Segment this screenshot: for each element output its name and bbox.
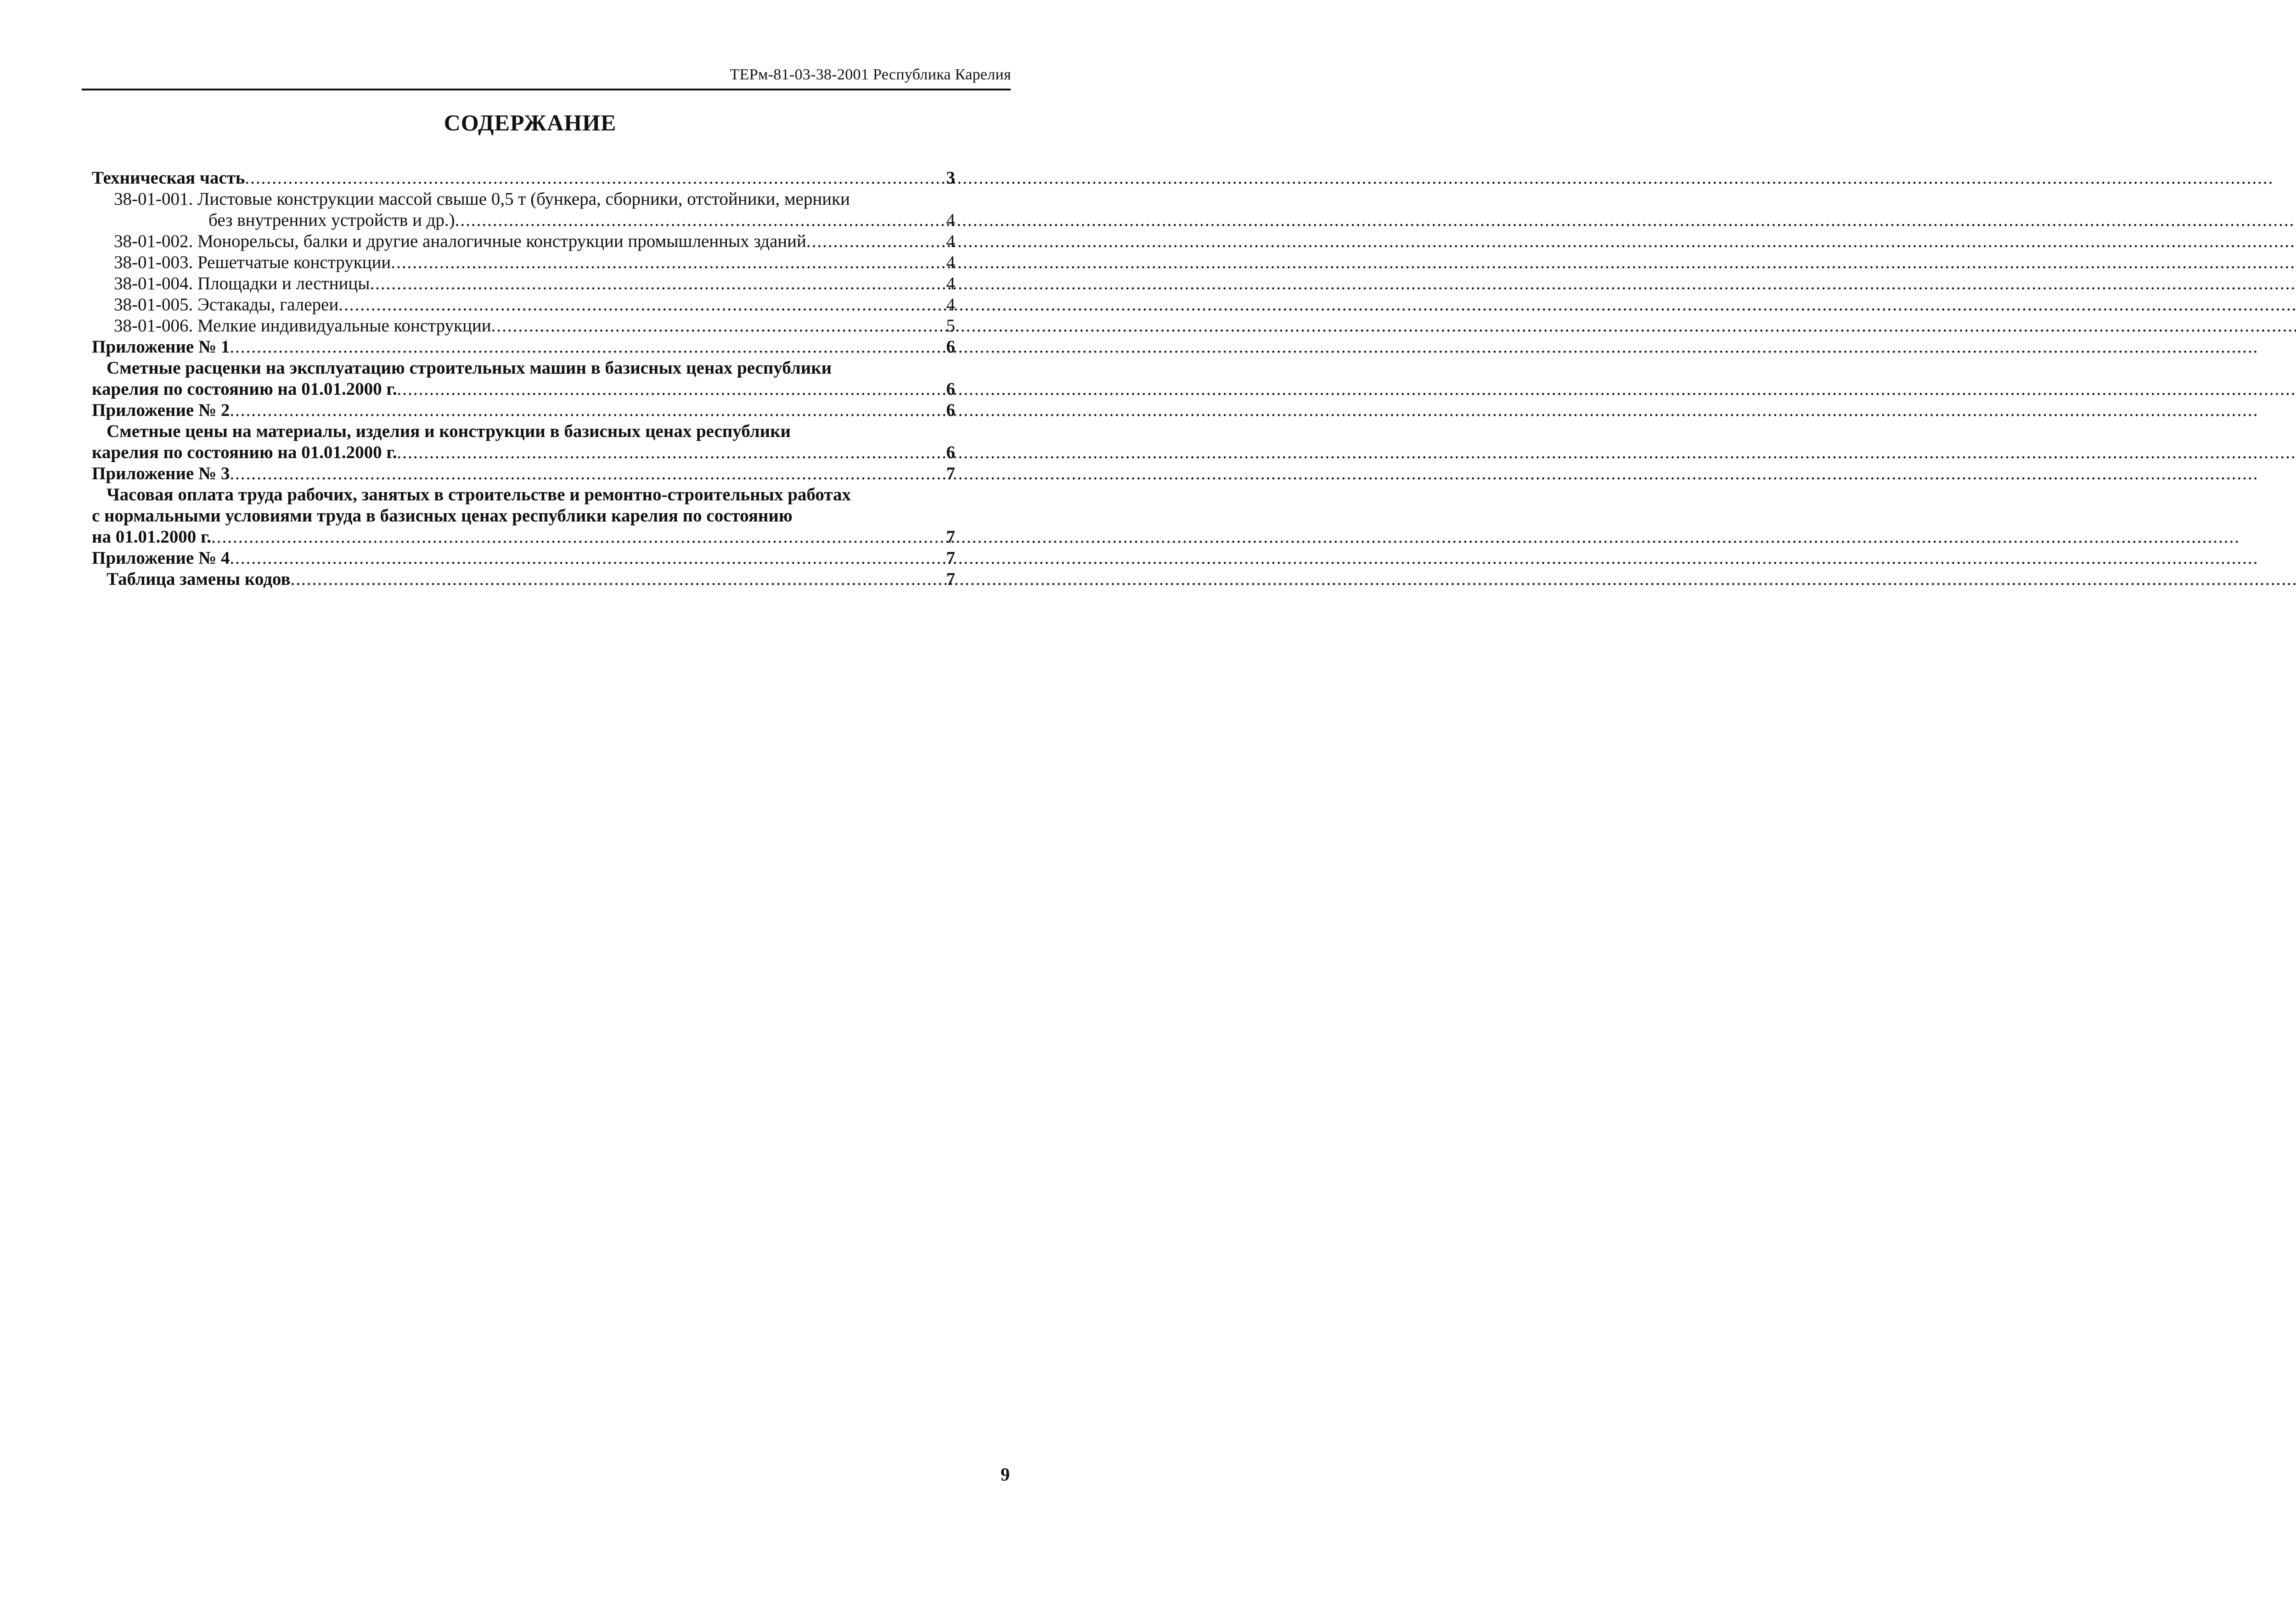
toc-line (92, 505, 955, 527)
toc-subtitle-cont: с нормальными условиями труда в базисных ценах республики карелия по состоянию (92, 506, 793, 526)
toc-title-cont: без внутренних устройств и др.) (208, 210, 455, 230)
dot-leader (245, 168, 945, 189)
toc-item-38-01-003[interactable] (92, 252, 955, 273)
region-name: Республика Карелия (872, 66, 1011, 83)
toc-appendix-2[interactable] (92, 400, 955, 421)
toc-title: Листовые конструкции массой свыше 0,5 т (бункера, сборники, отстойники, мерники (197, 189, 850, 209)
dot-leader (391, 252, 945, 273)
toc-appendix-2-title[interactable] (92, 421, 955, 463)
dot-leader (397, 442, 945, 463)
dot-leader (291, 569, 945, 590)
dot-leader (455, 210, 945, 231)
toc-line (92, 358, 955, 379)
dot-leader (397, 379, 945, 400)
toc-label: Приложение № 1 (92, 337, 230, 357)
dot-leader (370, 273, 945, 294)
toc-appendix-3-title[interactable] (92, 484, 955, 548)
toc-page: 5 (946, 316, 955, 336)
toc-subtitle: Часовая оплата труда рабочих, занятых в строительстве и ремонтно-строительных работах (107, 485, 851, 505)
dot-leader (338, 294, 945, 315)
toc-code: 38-01-004. (114, 274, 193, 293)
toc-code: 38-01-005. (114, 295, 193, 314)
toc-line (92, 379, 955, 400)
toc-item-38-01-004[interactable] (92, 273, 955, 294)
toc-code: 38-01-006. (114, 316, 193, 336)
toc-page: 7 (946, 464, 955, 483)
toc-line (92, 210, 955, 231)
toc-appendix-3[interactable] (92, 463, 955, 484)
toc-appendix-4[interactable] (92, 548, 955, 569)
toc-page: 4 (946, 295, 955, 314)
toc-page: 4 (946, 231, 955, 251)
toc-page: 3 (946, 168, 955, 188)
toc-code: 38-01-003. (114, 252, 193, 272)
toc-page: 6 (946, 400, 955, 420)
toc-appendix-4-title[interactable] (92, 569, 955, 590)
table-of-contents (92, 168, 955, 590)
toc-line (92, 442, 955, 463)
page-title: СОДЕРЖАНИЕ (444, 110, 617, 135)
toc-subtitle: Таблица замены кодов (107, 569, 291, 589)
toc-page: 6 (946, 443, 955, 462)
dot-leader (211, 527, 945, 548)
toc-item-38-01-002[interactable] (92, 231, 955, 252)
toc-appendix-1[interactable] (92, 336, 955, 358)
toc-item-38-01-001[interactable] (92, 189, 955, 231)
toc-entry-text (114, 231, 806, 252)
toc-page: 7 (946, 569, 955, 589)
toc-entry-text (114, 294, 338, 315)
toc-page: 7 (946, 527, 955, 547)
dot-leader (806, 231, 945, 252)
toc-technical-part[interactable] (92, 168, 955, 189)
running-header (730, 66, 1011, 84)
toc-subtitle-cont: на 01.01.2000 г. (92, 527, 212, 547)
toc-line (92, 484, 955, 505)
toc-subtitle-cont: карелия по состоянию на 01.01.2000 г. (92, 379, 397, 399)
toc-code: 38-01-001. (114, 189, 193, 209)
toc-item-38-01-006[interactable] (92, 315, 955, 336)
toc-label: Техническая часть (92, 168, 245, 188)
toc-entry-text (114, 315, 491, 336)
toc-line (92, 189, 955, 210)
toc-subtitle: Сметные расценки на эксплуатацию строительных машин в базисных ценах республики (107, 358, 832, 378)
toc-label: Приложение № 4 (92, 548, 230, 568)
toc-label: Приложение № 2 (92, 400, 230, 420)
toc-code: 38-01-002. (114, 231, 193, 251)
toc-title: Решетчатые конструкции (197, 252, 391, 272)
toc-page: 6 (946, 337, 955, 357)
toc-page: 4 (946, 274, 955, 293)
dot-leader (230, 548, 945, 569)
doc-code: ТЕРм-81-03-38-2001 (730, 66, 869, 83)
toc-line (92, 527, 955, 548)
toc-title: Площадки и лестницы (197, 274, 370, 293)
toc-page: 6 (946, 379, 955, 399)
toc-entry-text (114, 273, 370, 294)
dot-leader (491, 315, 945, 336)
toc-title: Монорельсы, балки и другие аналогичные конструкции промышленных зданий (197, 231, 806, 251)
dot-leader (230, 336, 945, 358)
toc-entry-text (114, 252, 391, 273)
toc-appendix-1-title[interactable] (92, 358, 955, 400)
toc-page: 7 (946, 548, 955, 568)
toc-label: Приложение № 3 (92, 464, 230, 483)
toc-line (92, 421, 955, 442)
toc-page: 4 (946, 210, 955, 230)
toc-title: Мелкие индивидуальные конструкции (197, 316, 491, 336)
dot-leader (230, 400, 945, 421)
header-rule (82, 89, 1011, 90)
toc-title: Эстакады, галереи (197, 295, 339, 314)
toc-page: 4 (946, 252, 955, 272)
page-number: 9 (1001, 1464, 1010, 1485)
dot-leader (230, 463, 945, 484)
toc-subtitle: Сметные цены на материалы, изделия и конструкции в базисных ценах республики (107, 421, 791, 441)
toc-subtitle-cont: карелия по состоянию на 01.01.2000 г. (92, 443, 397, 462)
toc-item-38-01-005[interactable] (92, 294, 955, 315)
